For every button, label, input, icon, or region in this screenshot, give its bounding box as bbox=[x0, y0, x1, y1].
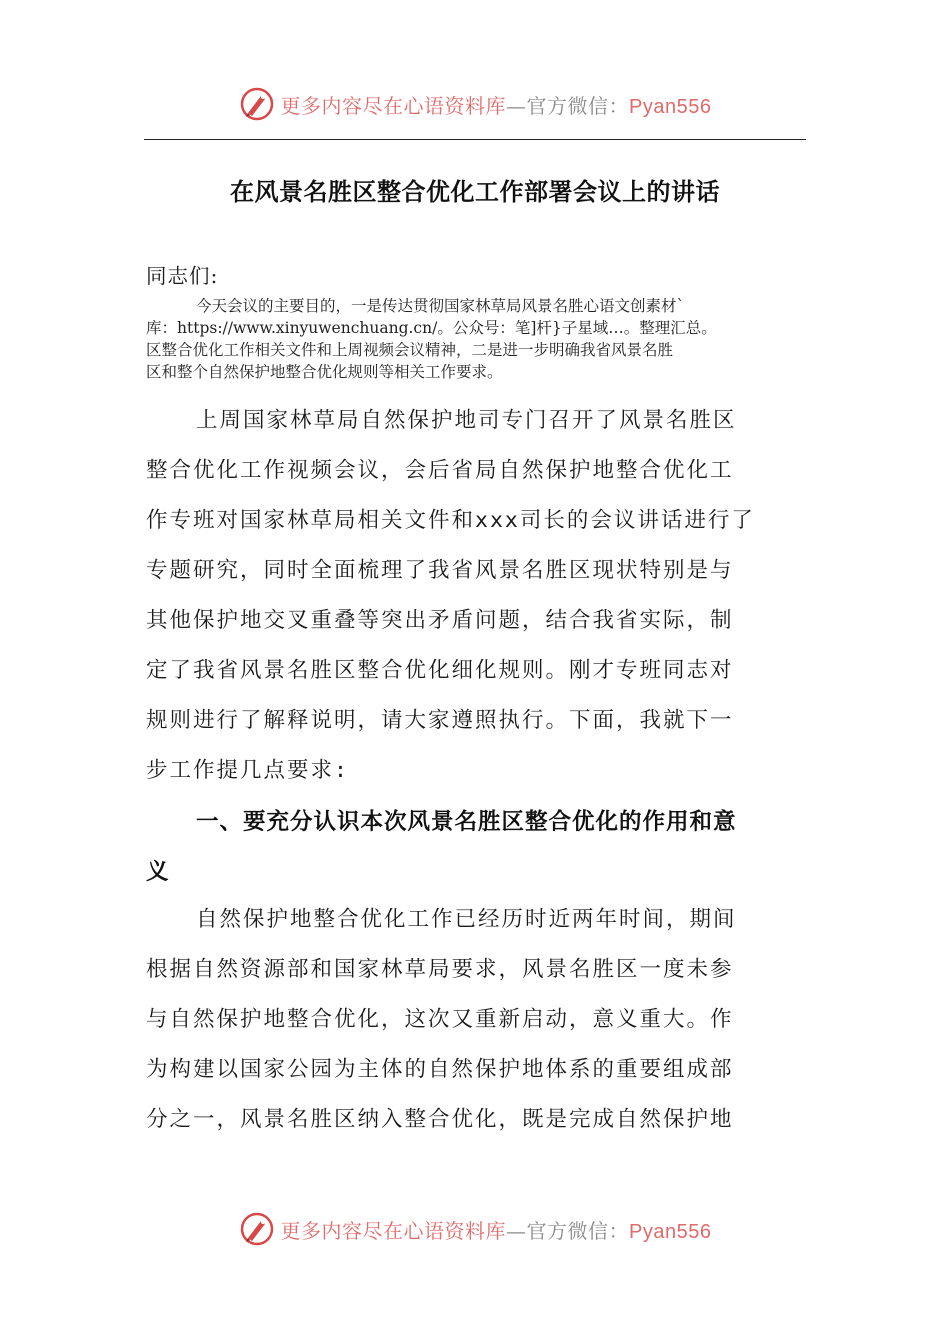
paragraph-1 bbox=[146, 396, 811, 796]
banner-wechat-id: Pyan556 bbox=[629, 1220, 712, 1243]
paragraph-line: 上周国家林草局自然保护地司专门召开了风景名胜区 bbox=[196, 408, 737, 433]
banner-slogan: 更多内容尽在心语资料库 bbox=[280, 1218, 507, 1243]
intro-line: 区整合优化工作相关文件和上周视频会议精神，二是进一步明确我省风景名胜 bbox=[146, 341, 674, 359]
banner-separator: — bbox=[506, 1218, 527, 1243]
paragraph-line: 自然保护地整合优化工作已经历时近两年时间，期间 bbox=[196, 907, 737, 932]
intro-line: 库：https://www.xinyuwenchuang.cn/。公众号：笔]杆}子星域…。整理汇总。 bbox=[146, 319, 717, 337]
paragraph-line: 根据自然资源部和国家林草局要求，风景名胜区一度未参 bbox=[146, 957, 734, 982]
paragraph-2 bbox=[146, 895, 811, 1145]
pen-logo-icon bbox=[239, 86, 275, 122]
heading-line: 义 bbox=[146, 859, 170, 885]
header-banner bbox=[0, 84, 950, 124]
banner-slogan: 更多内容尽在心语资料库 bbox=[280, 93, 507, 118]
banner-wechat-id: Pyan556 bbox=[629, 95, 712, 118]
paragraph-line: 定了我省风景名胜区整合优化细化规则。刚才专班同志对 bbox=[146, 658, 734, 683]
paragraph-line: 作专班对国家林草局相关文件和xxx司长的会议讲话进行了 bbox=[146, 508, 755, 533]
section-heading-1 bbox=[146, 797, 811, 897]
intro-line: 今天会议的主要目的，一是传达贯彻国家林草局风景名胜心语文创素材` bbox=[196, 297, 685, 315]
banner-wechat-label: 官方微信： bbox=[526, 93, 630, 118]
paragraph-line: 整合优化工作视频会议，会后省局自然保护地整合优化工 bbox=[146, 458, 734, 483]
header-divider bbox=[144, 139, 806, 140]
paragraph-line: 专题研究，同时全面梳理了我省风景名胜区现状特别是与 bbox=[146, 558, 734, 583]
heading-line: 一、要充分认识本次风景名胜区整合优化的作用和意 bbox=[196, 809, 737, 835]
banner-separator: — bbox=[506, 93, 527, 118]
paragraph-line: 步工作提几点要求: bbox=[146, 758, 349, 783]
pen-logo-icon bbox=[239, 1211, 275, 1247]
paragraph-line: 其他保护地交叉重叠等突出矛盾问题，结合我省实际，制 bbox=[146, 608, 734, 633]
banner-text bbox=[281, 90, 712, 119]
banner-wechat-label: 官方微信： bbox=[526, 1218, 630, 1243]
document-title: 在风景名胜区整合优化工作部署会议上的讲话 bbox=[230, 177, 720, 206]
intro-line: 区和整个自然保护地整合优化规则等相关工作要求。 bbox=[146, 363, 503, 381]
salutation: 同志们: bbox=[146, 264, 219, 288]
paragraph-line: 分之一，风景名胜区纳入整合优化，既是完成自然保护地 bbox=[146, 1107, 734, 1132]
paragraph-line: 规则进行了解释说明，请大家遵照执行。下面，我就下一 bbox=[146, 708, 734, 733]
intro-paragraph bbox=[146, 295, 811, 383]
footer-banner bbox=[0, 1209, 950, 1249]
paragraph-line: 与自然保护地整合优化，这次又重新启动，意义重大。作 bbox=[146, 1007, 734, 1032]
banner-text bbox=[281, 1215, 712, 1244]
paragraph-line: 为构建以国家公园为主体的自然保护地体系的重要组成部 bbox=[146, 1057, 734, 1082]
